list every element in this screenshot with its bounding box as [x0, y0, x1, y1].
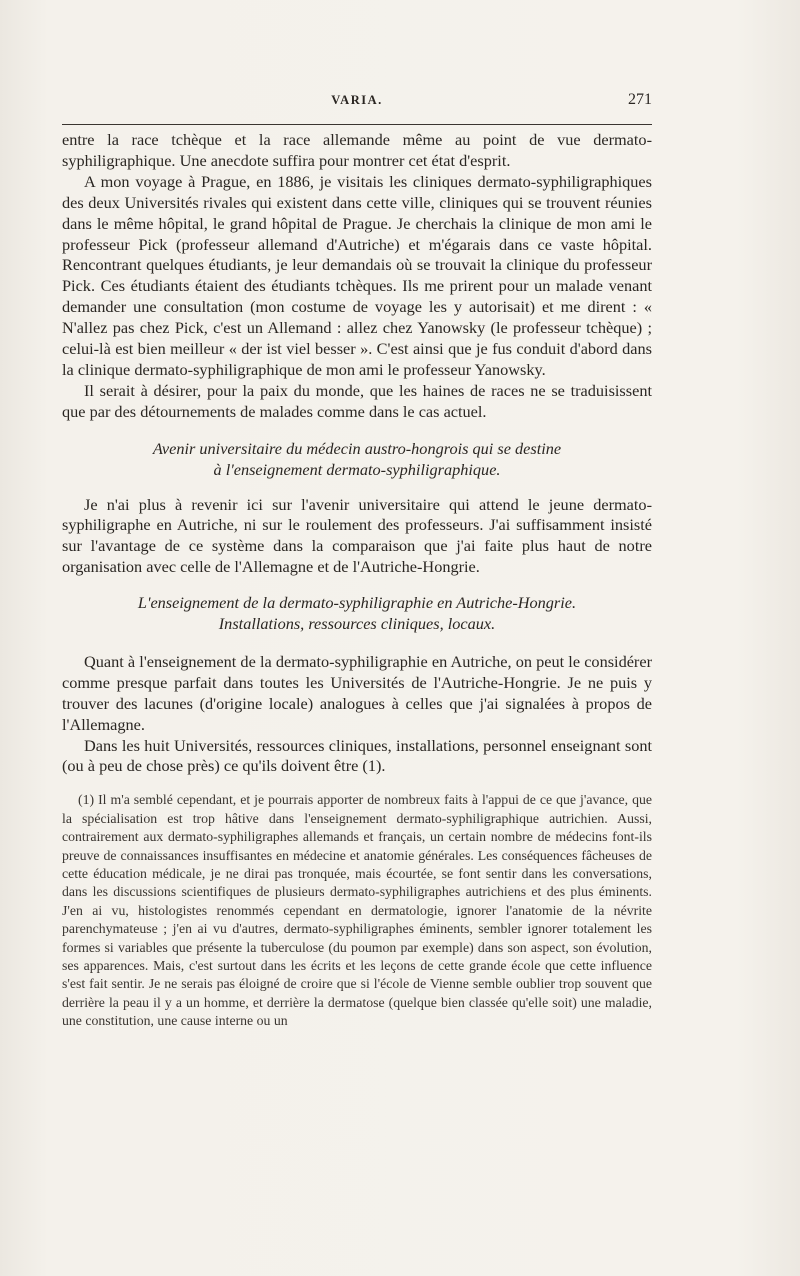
spacer	[62, 423, 652, 439]
section-heading-2-line-1: L'enseignement de la dermato-syphiligraphie en Autriche-Hongrie.	[137, 593, 577, 613]
section-heading-2-line-2: Installations, ressources cliniques, locaux.	[218, 614, 496, 634]
running-title: VARIA.	[331, 93, 383, 107]
page-header	[62, 93, 652, 113]
paragraph-3: Il serait à désirer, pour la paix du monde, que les haines de races ne se traduisissent que par des détournements de malades comme dans le cas actuel.	[62, 380, 652, 421]
page-content	[62, 130, 652, 1031]
paragraph-1: entre la race tchèque et la race allemande même au point de vue dermato-syphiligraphique. Une anecdote suffira pour montrer cet état d'esprit.	[62, 130, 652, 170]
paragraph-5: Quant à l'enseignement de la dermato-syphiligraphie en Autriche, on peut le considérer comme presque parfait dans toutes les Universités de l'Autriche-Hongrie. Je ne puis y trouver des lacunes (d'origine locale) analogues à celles que j'ai signalées à propos de l'Allemagne.	[62, 651, 652, 734]
footnote: (1) Il m'a semblé cependant, et je pourrais apporter de nombreux faits à l'appui de ce que j'avance, que la spécialisation est trop hâtive dans l'enseignement dermato-syphiligraphique autrichien. Aussi, contrairement aux dermato-syphiligraphes allemands et français, un certain nombre de médecins font-ils preuve de connaissances insuffisantes en médecine et anatomie générales. Les conséquences fâcheuses de cette éducation médicale, je ne dirai pas tronquée, mais écourtée, se font sentir dans les conversations, dans les discussions scientifiques de plusieurs dermato-syphiligraphes autrichiens et des plus éminents. J'en ai vu, histologistes renommés cependant en dermatologie, ignorer l'anatomie de la névrite parenchymateuse ; j'en ai vu d'autres, dermato-syphiligraphes éminents, sembler ignorer totalement les formes si variables que présente la tuberculose (du poumon par exemple) dans son aspect, son évolution, ses apparences. Mais, c'est surtout dans les écrits et les leçons de cette grande école que cette influence s'est fait sentir. Je ne serais pas éloigné de croire que si l'école de Vienne semble oublier trop souvent que derrière la peau il y a un homme, et derrière la dermatose (quelque bien classée qu'elle soit) une maladie, une constitution, une cause interne ou un	[62, 792, 652, 1029]
section-heading-1-line-2: à l'enseignement dermato-syphiligraphique.	[213, 459, 501, 479]
spacer	[62, 481, 652, 495]
spacer	[62, 635, 652, 652]
paragraph-2: A mon voyage à Prague, en 1886, je visitais les cliniques dermato-syphiligraphiques des deux Universités rivales qui existent dans cette ville, cliniques qui se trouvent réunies dans le même hôpital, le grand hôpital de Prague. Je cherchais la clinique de mon ami le professeur Pick (professeur allemand d'Autriche) et m'égarais dans ce vaste hôpital. Rencontrant quelques étudiants, je leur demandais où se trouvait la clinique du professeur Pick. Ces étudiants étaient des étudiants tchèques. Ils me prirent pour un malade venant demander une consultation (mon costume de voyage les y autorisait) et me dirent : « N'allez pas chez Pick, c'est un Allemand : allez chez Yanowsky (le professeur tchèque) ; celui-là est bien meilleur « der ist viel besser ». C'est ainsi que je fus conduit d'abord dans la clinique dermato-syphiligraphique de mon ami le professeur Yanowsky.	[62, 171, 652, 379]
paragraph-4: Je n'ai plus à revenir ici sur l'avenir universitaire qui attend le jeune dermato-syphiligraphe en Autriche, ni sur le roulement des professeurs. J'ai suffisamment insisté sur l'avantage de ce système dans la comparaison que j'ai faite plus haut de notre organisation avec celle de l'Allemagne et de l'Autriche-Hongrie.	[62, 494, 652, 577]
header-rule	[62, 124, 652, 125]
paragraph-6: Dans les huit Universités, ressources cliniques, installations, personnel enseignant sont (ou à peu de chose près) ce qu'ils doivent être (1).	[62, 735, 652, 776]
spacer	[62, 578, 652, 593]
page-number: 271	[628, 91, 652, 108]
section-heading-1	[62, 439, 652, 481]
section-heading-1-line-1: Avenir universitaire du médecin austro-hongrois qui se destine	[152, 438, 562, 458]
spacer	[62, 777, 652, 791]
section-heading-2	[62, 593, 652, 635]
